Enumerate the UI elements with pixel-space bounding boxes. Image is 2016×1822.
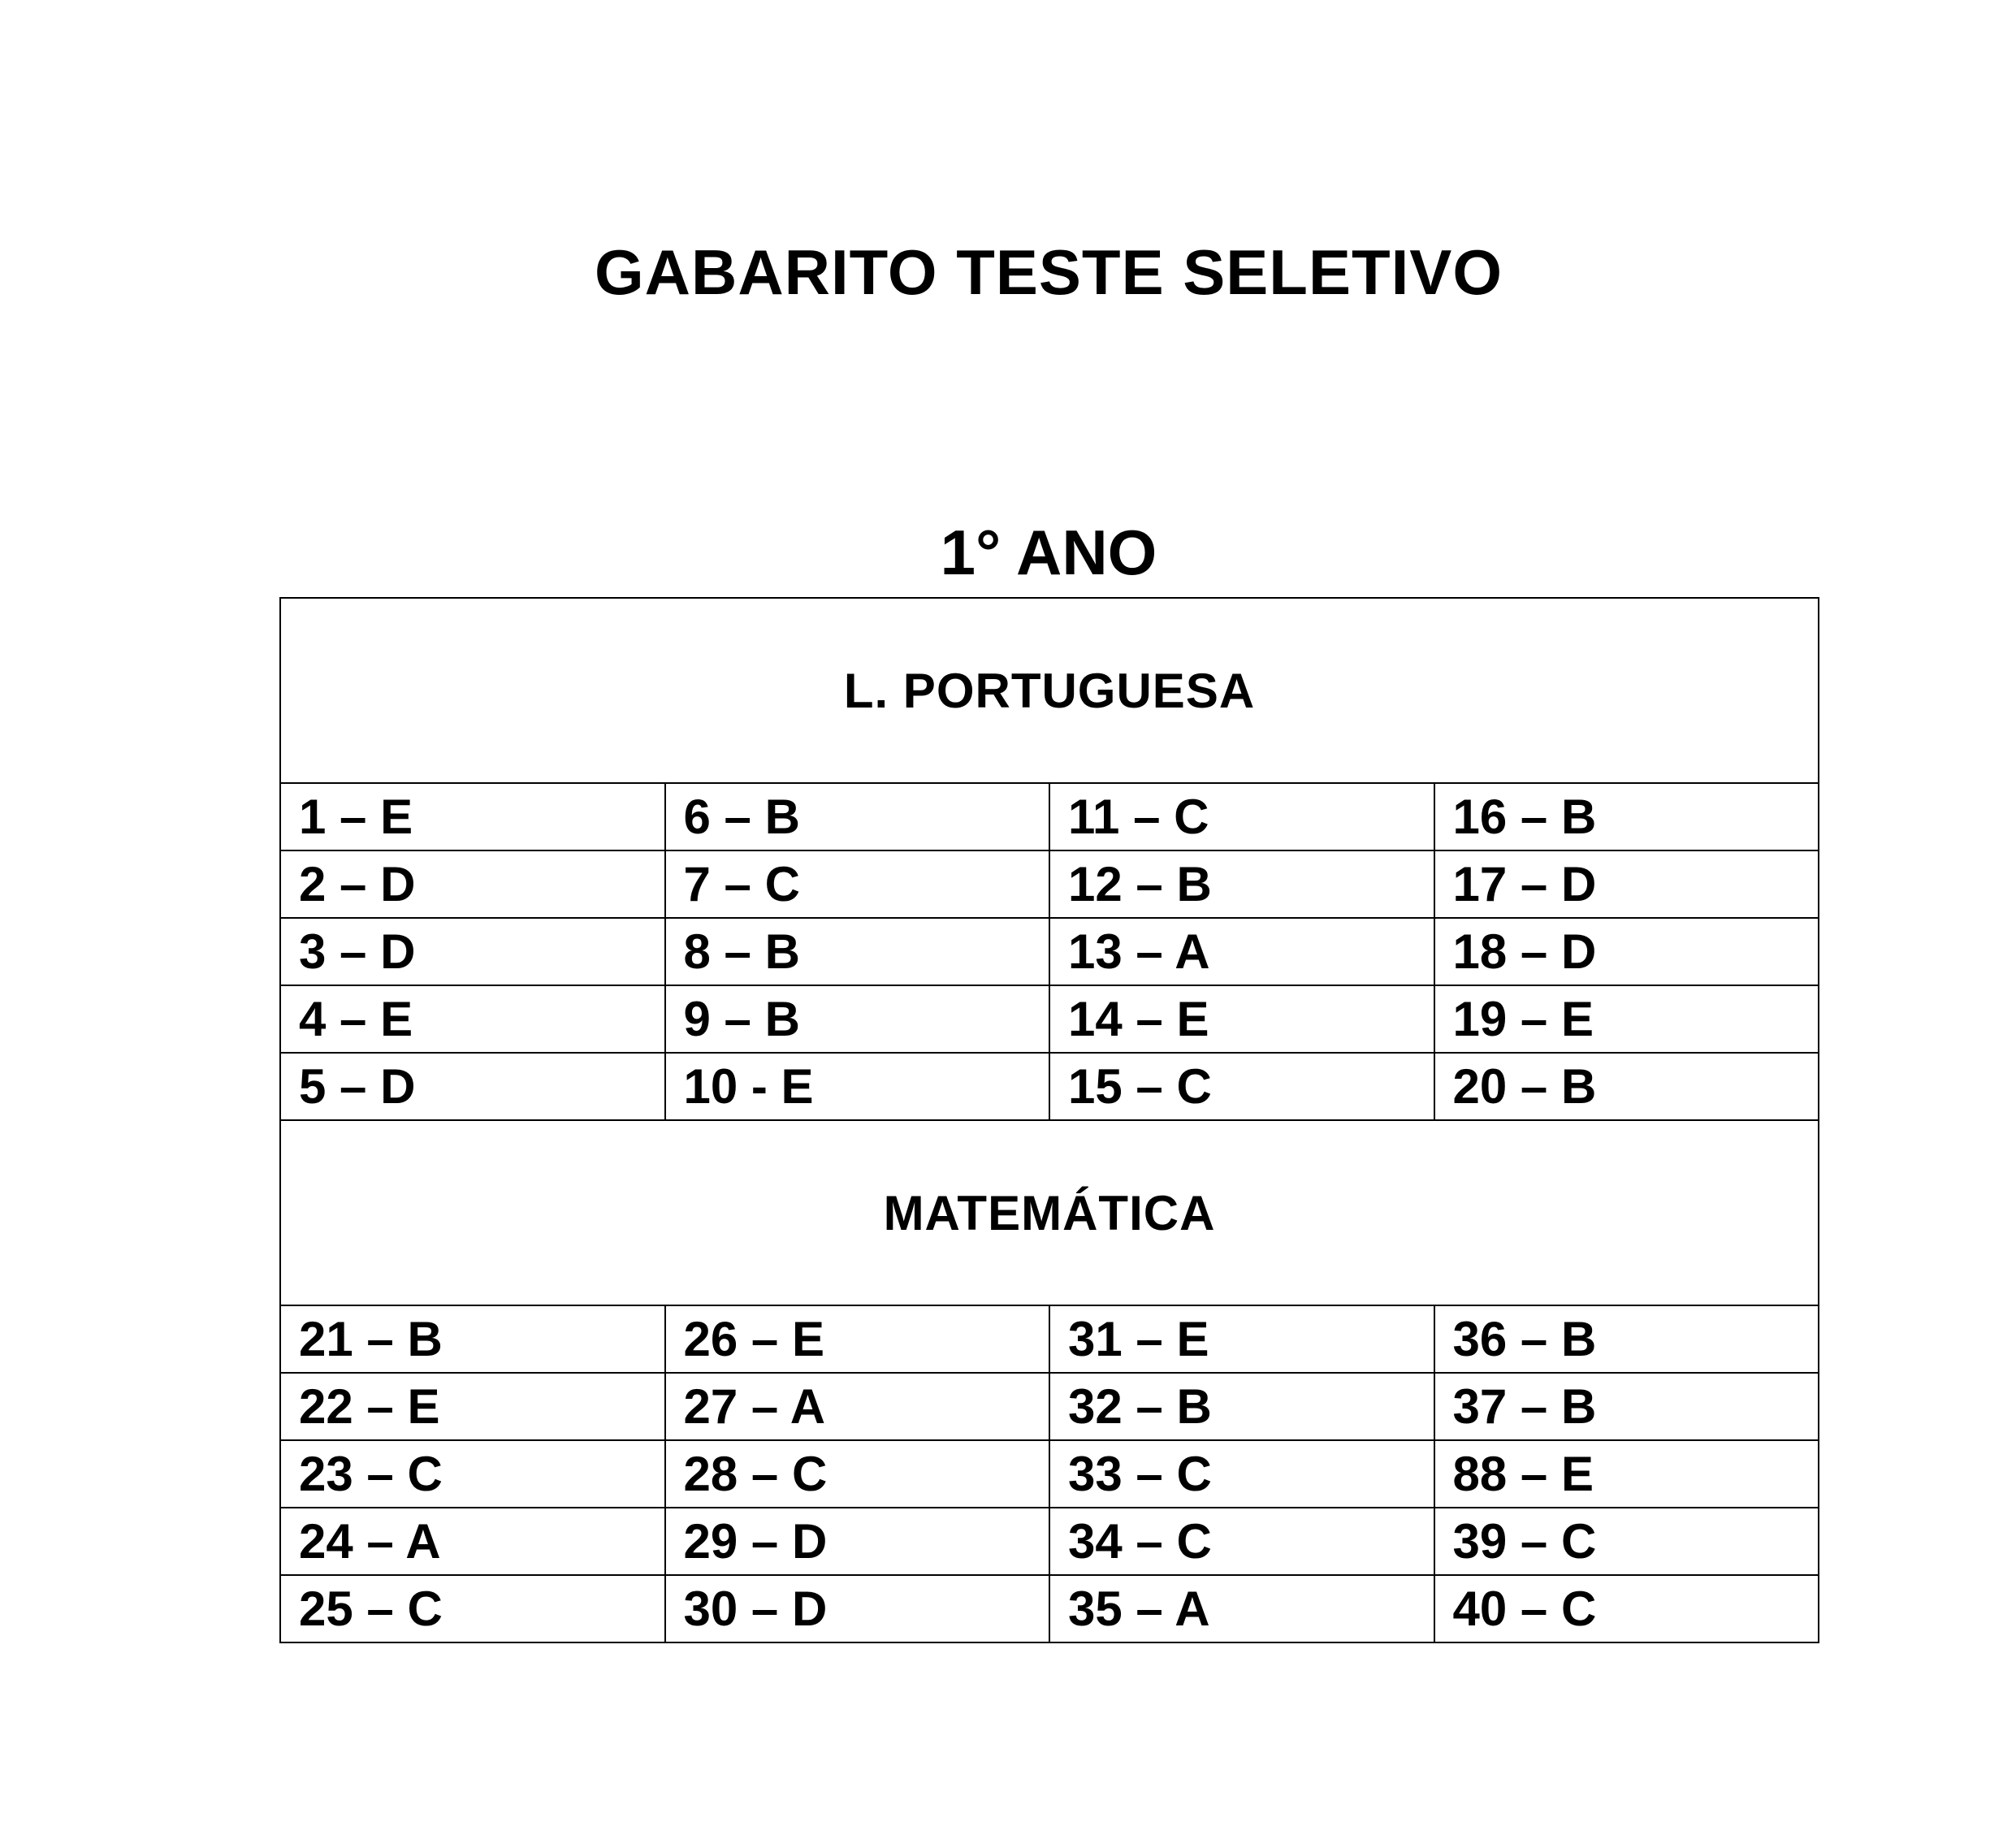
answer-cell: 10 - E	[665, 1053, 1050, 1120]
table-row	[280, 1440, 1819, 1508]
answer-cell: 12 – B	[1049, 850, 1434, 918]
answer-cell: 19 – E	[1434, 985, 1819, 1053]
table-row	[280, 1373, 1819, 1440]
page-title: GABARITO TESTE SELETIVO	[594, 236, 1503, 308]
answer-cell: 22 – E	[280, 1373, 665, 1440]
answer-cell: 18 – D	[1434, 918, 1819, 985]
answer-cell: 6 – B	[665, 783, 1050, 850]
answer-cell: 35 – A	[1049, 1575, 1434, 1642]
table-row	[280, 985, 1819, 1053]
table-row	[280, 1053, 1819, 1120]
answer-key-table	[279, 597, 1819, 1643]
answer-cell: 28 – C	[665, 1440, 1050, 1508]
section-title-math: MATEMÁTICA	[280, 1120, 1819, 1305]
section-title-portuguese: L. PORTUGUESA	[280, 598, 1819, 783]
answer-cell: 11 – C	[1049, 783, 1434, 850]
answer-cell: 34 – C	[1049, 1508, 1434, 1575]
answer-cell: 23 – C	[280, 1440, 665, 1508]
answer-cell: 32 – B	[1049, 1373, 1434, 1440]
answer-cell: 7 – C	[665, 850, 1050, 918]
answer-cell: 2 – D	[280, 850, 665, 918]
answer-cell: 37 – B	[1434, 1373, 1819, 1440]
table-row	[280, 1508, 1819, 1575]
answer-cell: 15 – C	[1049, 1053, 1434, 1120]
answer-cell: 16 – B	[1434, 783, 1819, 850]
answer-cell: 29 – D	[665, 1508, 1050, 1575]
answer-cell: 88 – E	[1434, 1440, 1819, 1508]
answer-cell: 3 – D	[280, 918, 665, 985]
answer-cell: 9 – B	[665, 985, 1050, 1053]
answer-cell: 27 – A	[665, 1373, 1050, 1440]
answer-cell: 5 – D	[280, 1053, 665, 1120]
answer-cell: 40 – C	[1434, 1575, 1819, 1642]
answer-cell: 25 – C	[280, 1575, 665, 1642]
section-header-row	[280, 598, 1819, 783]
grade-heading: 1° ANO	[940, 517, 1157, 588]
answer-cell: 39 – C	[1434, 1508, 1819, 1575]
answer-cell: 26 – E	[665, 1305, 1050, 1373]
table-row	[280, 1575, 1819, 1642]
section-header-row	[280, 1120, 1819, 1305]
answer-cell: 36 – B	[1434, 1305, 1819, 1373]
answer-cell: 8 – B	[665, 918, 1050, 985]
answer-cell: 20 – B	[1434, 1053, 1819, 1120]
answer-cell: 14 – E	[1049, 985, 1434, 1053]
answer-cell: 1 – E	[280, 783, 665, 850]
table-row	[280, 783, 1819, 850]
answer-cell: 24 – A	[280, 1508, 665, 1575]
answer-cell: 4 – E	[280, 985, 665, 1053]
table-row	[280, 850, 1819, 918]
answer-cell: 21 – B	[280, 1305, 665, 1373]
table-row	[280, 1305, 1819, 1373]
table-row	[280, 918, 1819, 985]
answer-cell: 31 – E	[1049, 1305, 1434, 1373]
answer-cell: 30 – D	[665, 1575, 1050, 1642]
answer-cell: 13 – A	[1049, 918, 1434, 985]
answer-cell: 33 – C	[1049, 1440, 1434, 1508]
answer-cell: 17 – D	[1434, 850, 1819, 918]
